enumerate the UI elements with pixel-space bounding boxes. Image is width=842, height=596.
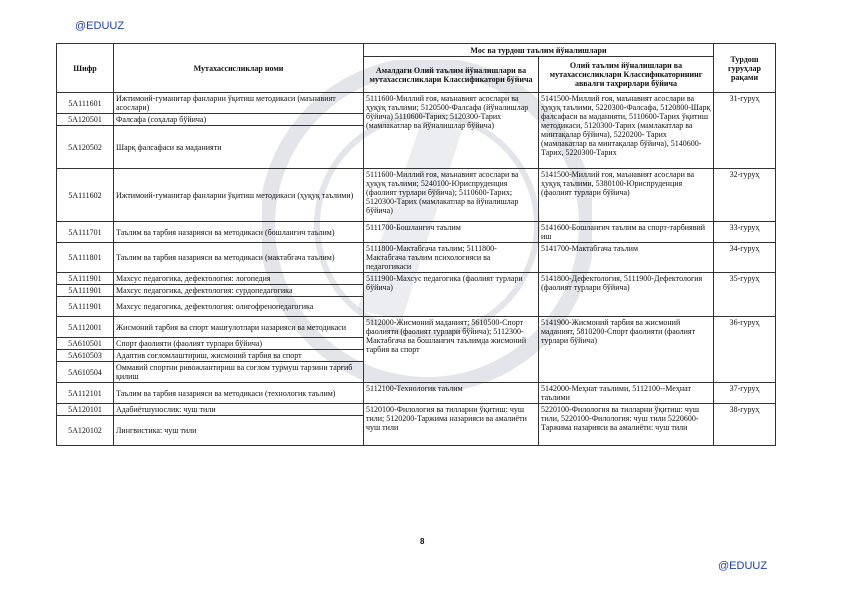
group-number: 31-гуруҳ (714, 93, 776, 169)
specialty-code: 5A112001 (57, 317, 114, 338)
header-previous-classifier: Олий таълим йўналишлари ва мутахассисликлари Классификаторининг аввалги таҳрирлари бўйича (539, 57, 714, 93)
previous-classifier-cell: 5142000-Меҳнат таълими, 5112100--Меҳнат таълими (539, 383, 714, 404)
previous-classifier-cell: 5141500-Миллий ғоя, маънавият асослари ва ҳуқуқ таълими, 5220300-Фалсафа, 5120800-Шарқ фалсафаси ва маданияти, 5110600-Тарих ўқитиш методикаси, 5120300-Тарих (мамлакатлар ва минтақалар бўйича), 5220200- Тарих (мамлакатлар ва минтақалар бўйича), 5140600-Тарих, 5220300-Тарих (539, 93, 714, 169)
previous-classifier-cell: 5141900-Жисмоний тарбия ва жисмоний маданият, 5810200-Спорт фаолияти (фаолият турлари бўйича) (539, 317, 714, 383)
specialty-name: Махсус педагогика, дефектология: олигофренопедагогика (114, 297, 364, 317)
previous-classifier-cell: 5141500-Миллий ғоя, маънавият асослари ва ҳуқуқ таълими, 5380100-Юриспруденция (фаолият турлари бўйича) (539, 169, 714, 222)
specialty-name: Лингвистика: чуш тили (114, 416, 364, 446)
header-current-classifier: Амалдаги Олий таълим йўналишлари ва мутахассисликлари Классификатори бўйича (364, 57, 539, 93)
group-number: 37-гуруҳ (714, 383, 776, 404)
current-classifier-cell: 5111800-Мактабгача таълим; 5111800-Мактабгача таълим психологияси ва педагогикаси (364, 243, 539, 273)
specialty-name: Ижтимоий-гуманитар фанларни ўқитиш методикаси (ҳуқуқ таълими) (114, 169, 364, 222)
table-row (57, 273, 776, 285)
specialty-code: 5A111701 (57, 222, 114, 243)
specialty-name: Адабиётшунослик: чуш тили (114, 404, 364, 416)
specialty-code: 5A610501 (57, 338, 114, 350)
specialty-name: Махсус педагогика, дефектология: логопедия (114, 273, 364, 285)
specialty-name: Ижтимоий-гуманитар фанларни ўқитиш методикаси (маънавият асослари) (114, 93, 364, 114)
specialty-name: Оммавий спортни ривожлантириш ва соғлом турмуш тарзини тарғиб қилиш (114, 362, 364, 383)
previous-classifier-cell: 5141700-Мактабгача таълим (539, 243, 714, 273)
specialty-name: Таълим ва тарбия назарияси ва методикаси (технологик таълим) (114, 383, 364, 404)
group-number: 34-гуруҳ (714, 243, 776, 273)
specialty-code: 5A111901 (57, 273, 114, 285)
specialty-code: 5A120102 (57, 416, 114, 446)
specialty-name: Жисмоний тарбия ва спорт машғулотлари назарияси ва методикаси (114, 317, 364, 338)
specialty-name: Шарқ фалсафаси ва маданияти (114, 126, 364, 169)
current-classifier-cell: 5111600-Миллий ғоя, маънавият асослари ва ҳуқуқ таълими; 5240100-Юриспруденция (фаолият турлари бўйича); 5110600-Тарих; 5120300-Тарих (мамлакатлар ва йўналишлар бўйича) (364, 169, 539, 222)
current-classifier-cell: 5112100-Технологик таълим (364, 383, 539, 404)
page-number: 8 (420, 537, 425, 546)
specialty-code: 5A120502 (57, 126, 114, 169)
header-group-no: Турдош гуруҳлар рақами (714, 44, 776, 93)
specialty-code: 5A120101 (57, 404, 114, 416)
current-classifier-cell: 5111600-Миллий ғоя, маънавият асослари ва ҳуқуқ таълими; 5120500-Фалсафа (йўналишлар бўйича) 5110600-Тарих; 5120300-Тарих (мамлакатлар ва йўналишлар бўйича) (364, 93, 539, 169)
previous-classifier-cell: 5220100-Филология ва тилларни ўқитиш: чуш тили, 5220100-Филология: чуш тили 5220600-Таржима назарияси ва амалиёти: чуш тили (539, 404, 714, 446)
specialty-code: 5A112101 (57, 383, 114, 404)
specialty-code: 5A111801 (57, 243, 114, 273)
current-classifier-cell: 5120100-Филология ва тилларни ўқитиш: чуш тили; 5120200-Таржима назарияси ва амалиёти чуш тили (364, 404, 539, 446)
specialty-name: Таълим ва тарбия назарияси ва методикаси (бошланғич таълим) (114, 222, 364, 243)
specialty-name: Махсус педагогика, дефектология: сурдопедагогика (114, 285, 364, 297)
current-classifier-cell: 5112000-Жисмоний маданият; 5610500-Спорт фаолияти (фаолият турлари бўйича); 5112300-Мактабгача ва бошланғич таълимда жисмоний тарбия ва спорт (364, 317, 539, 383)
specialty-name: Фалсафа (соҳалар бўйича) (114, 114, 364, 126)
specialty-code: 5A111901 (57, 297, 114, 317)
specialty-name: Спорт фаолияти (фаолият турлари бўйича) (114, 338, 364, 350)
previous-classifier-cell: 5141600-Бошланғич таълим ва спорт-тарбиявий иш (539, 222, 714, 243)
specialties-table (56, 43, 776, 446)
table-row (57, 383, 776, 404)
table-row (57, 222, 776, 243)
specialty-name: Таълим ва тарбия назарияси ва методикаси (мактабгача таълим) (114, 243, 364, 273)
group-number: 36-гуруҳ (714, 317, 776, 383)
specialty-code: 5A111601 (57, 93, 114, 114)
header-name: Мутахассисликлар номи (114, 44, 364, 93)
header-related: Мос ва турдош таълим йўналишлари (364, 44, 714, 57)
current-classifier-cell: 5111900-Махсус педагогика (фаолият турлари бўйича) (364, 273, 539, 317)
specialty-code: 5A610503 (57, 350, 114, 362)
watermark-label-top: @EDUUZ (75, 20, 125, 32)
current-classifier-cell: 5111700-Бошланғич таълим (364, 222, 539, 243)
table-row (57, 93, 776, 114)
specialty-code: 5A111901 (57, 285, 114, 297)
specialty-code: 5A610504 (57, 362, 114, 383)
group-number: 33-гуруҳ (714, 222, 776, 243)
table-row (57, 243, 776, 273)
specialty-code: 5A111602 (57, 169, 114, 222)
group-number: 32-гуруҳ (714, 169, 776, 222)
group-number: 35-гуруҳ (714, 273, 776, 317)
group-number: 38-гуруҳ (714, 404, 776, 446)
table-row (57, 169, 776, 222)
specialty-code: 5A120501 (57, 114, 114, 126)
specialty-name: Адаптив соғломлаштириш, жисмоний тарбия ва спорт (114, 350, 364, 362)
previous-classifier-cell: 5141800-Дефектология, 5111900-Дефектология (фаолият турлари бўйича) (539, 273, 714, 317)
table-row (57, 404, 776, 416)
header-code: Шифр (57, 44, 114, 93)
table-row (57, 317, 776, 338)
watermark-label-bottom: @EDUUZ (718, 560, 768, 572)
